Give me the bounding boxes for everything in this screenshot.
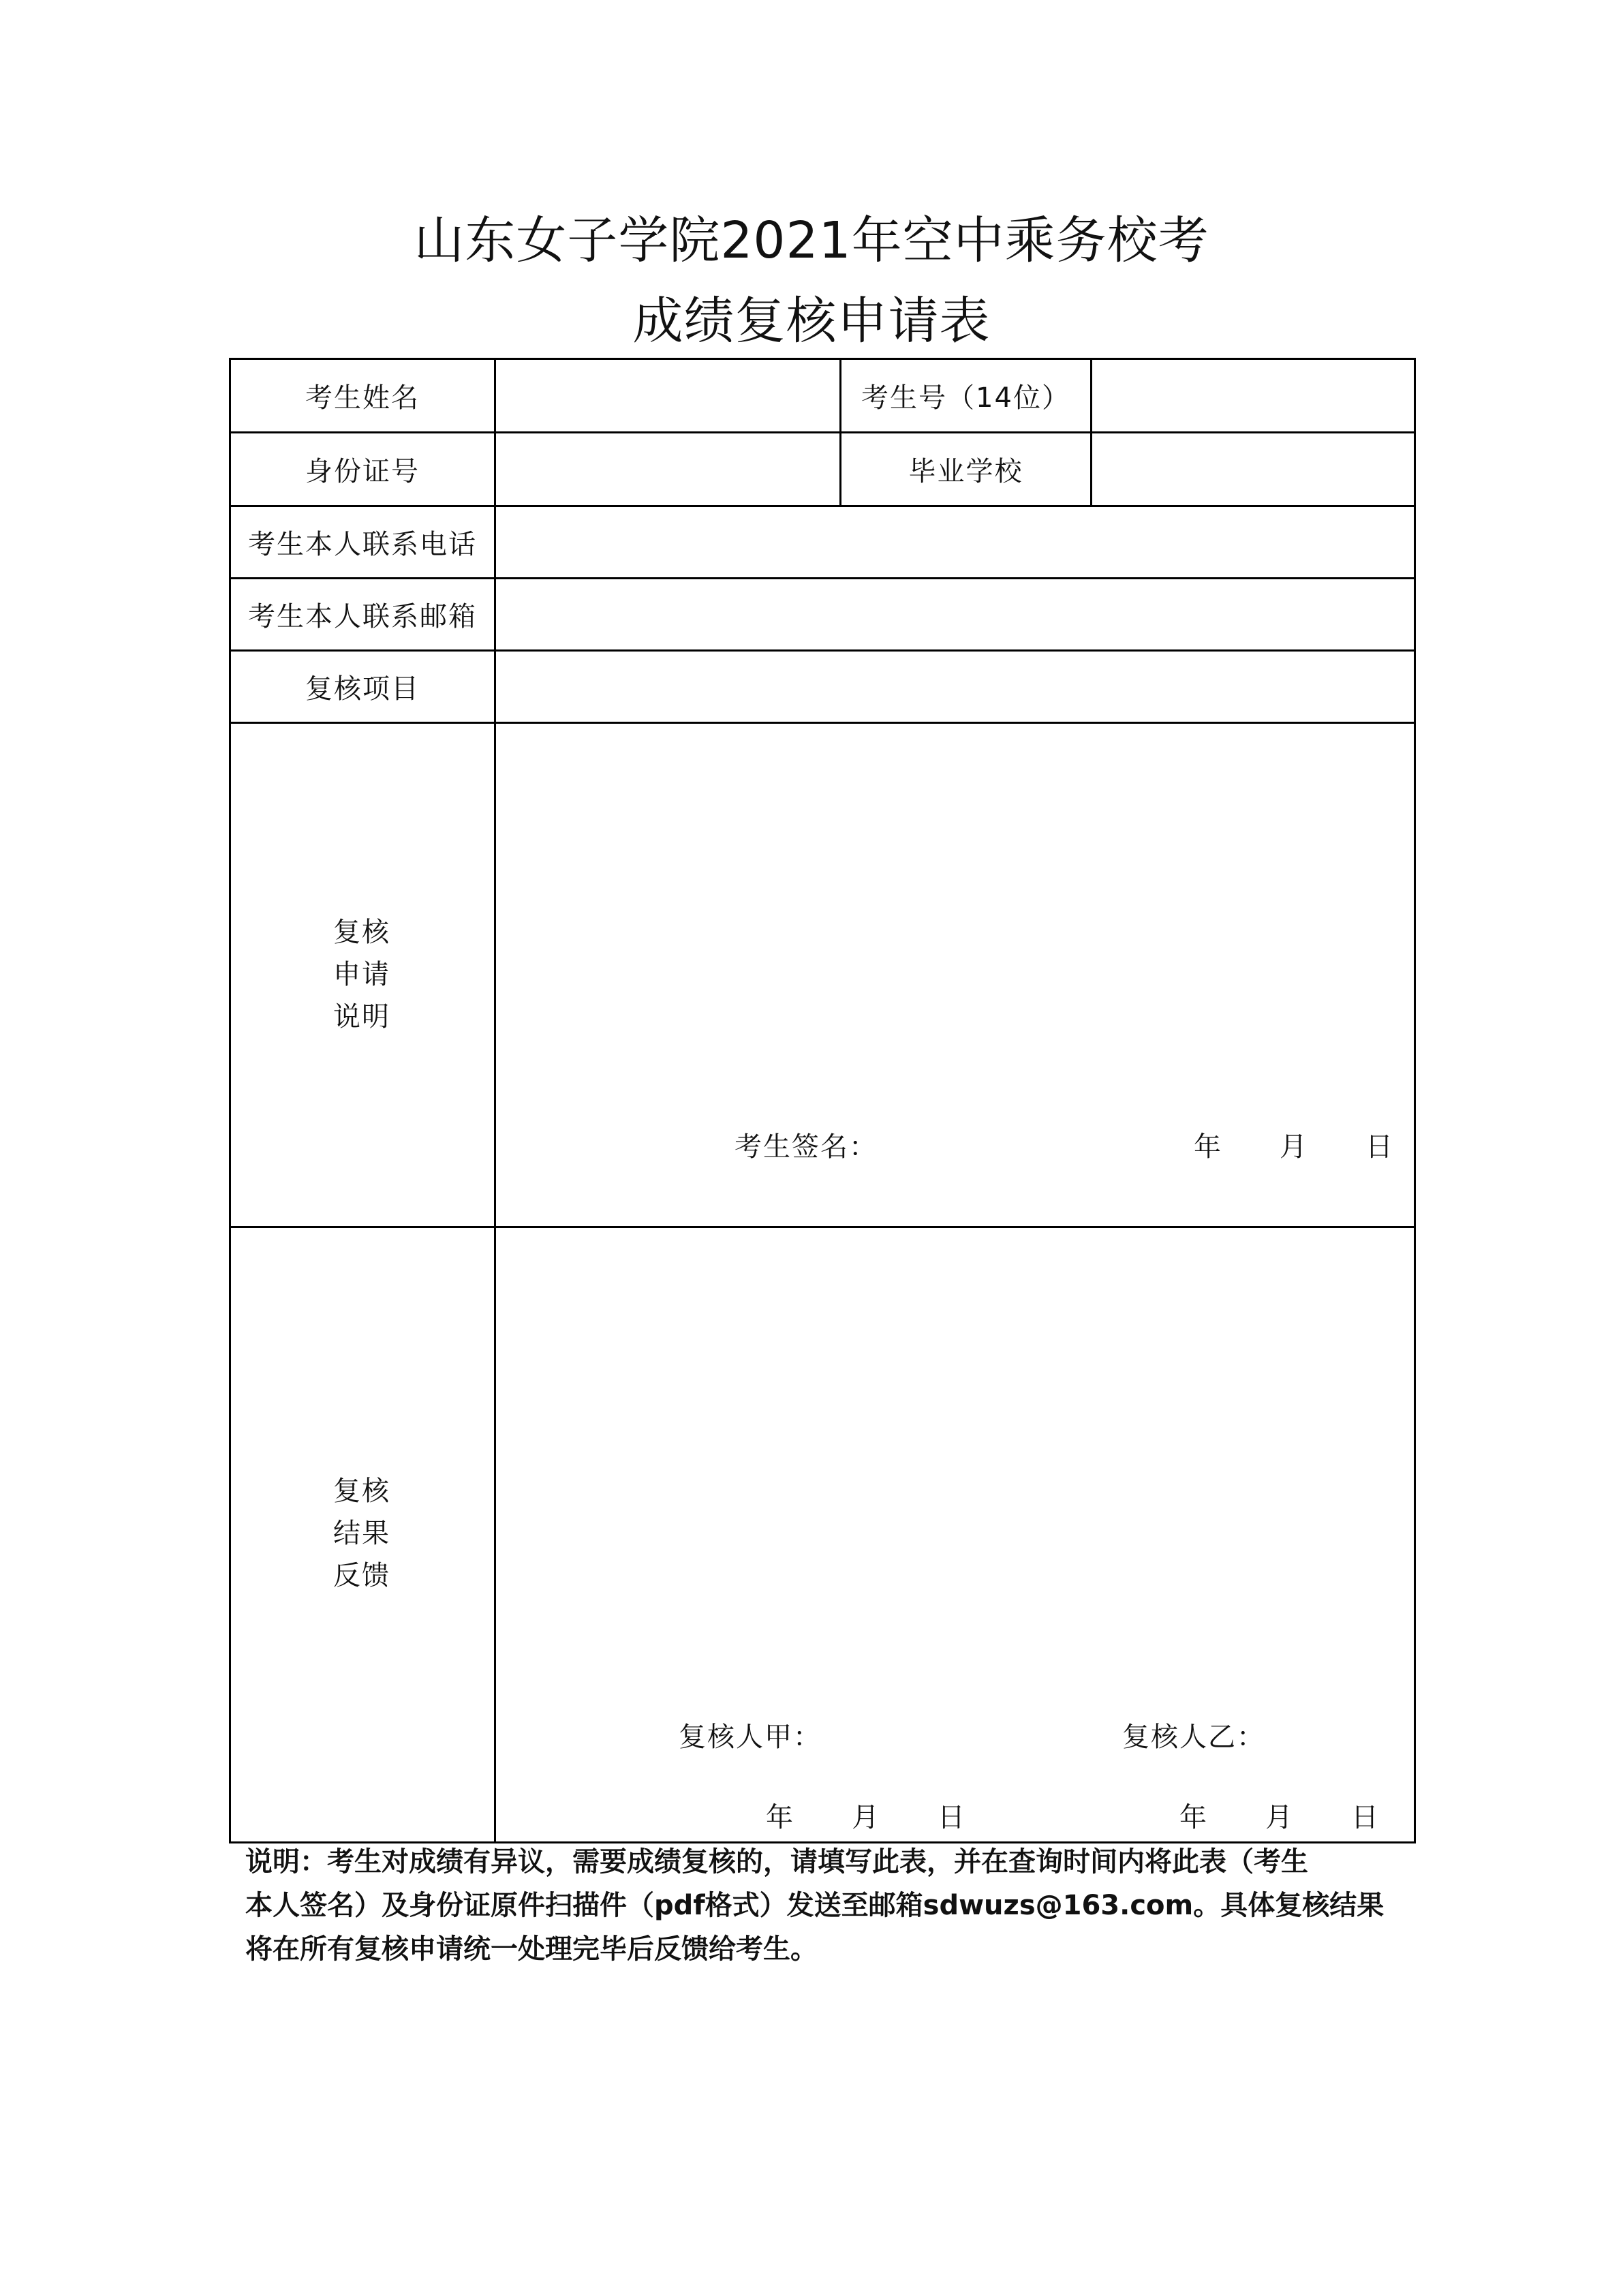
name-label: 考生姓名 xyxy=(305,382,420,414)
review-result-label xyxy=(229,1470,495,1597)
review-result-field[interactable] xyxy=(496,1228,1414,1841)
title-line-2: 成绩复核申请表 xyxy=(632,292,991,350)
school-field[interactable] xyxy=(1092,433,1414,505)
instructions-note xyxy=(245,1840,1390,1971)
reviewer-b-label: 复核人乙： xyxy=(1122,1721,1265,1753)
label-line: 反馈 xyxy=(333,1560,390,1591)
label-line: 复核 xyxy=(333,917,390,948)
review-item-field[interactable] xyxy=(496,652,1414,722)
note-line: 本人签名）及身份证原件扫描件（pdf格式）发送至邮箱sdwuzs@163.com。具体复核结果 xyxy=(245,1890,1385,1921)
phone-field[interactable] xyxy=(496,507,1414,577)
reviewer-a-label: 复核人甲： xyxy=(679,1721,822,1753)
note-line: 将在所有复核申请统一处理完毕后反馈给考生。 xyxy=(245,1933,818,1965)
label-line: 申请 xyxy=(333,959,390,990)
border-right xyxy=(1414,358,1416,1843)
id-number-field[interactable] xyxy=(496,433,839,505)
email-field[interactable] xyxy=(496,579,1414,649)
reviewer-a-date: 年 月 日 xyxy=(766,1802,966,1833)
application-date: 年 月 日 xyxy=(1194,1131,1394,1163)
review-item-label: 复核项目 xyxy=(305,673,420,705)
id-number-label: 身份证号 xyxy=(305,456,420,487)
email-label: 考生本人联系邮箱 xyxy=(248,601,477,632)
label-line: 说明 xyxy=(333,1001,390,1032)
label-line: 复核 xyxy=(333,1475,390,1507)
school-label: 毕业学校 xyxy=(908,456,1023,487)
reviewer-b-date: 年 月 日 xyxy=(1179,1802,1380,1833)
exam-number-label: 考生号（14位） xyxy=(861,382,1070,414)
note-line: 说明：考生对成绩有异议，需要成绩复核的，请填写此表，并在查询时间内将此表（考生 xyxy=(245,1846,1308,1878)
title-line-1: 山东女子学院2021年空中乘务校考 xyxy=(414,211,1209,270)
name-field[interactable] xyxy=(496,360,839,431)
candidate-signature-label: 考生签名： xyxy=(735,1131,878,1163)
label-line: 结果 xyxy=(333,1518,390,1549)
exam-number-field[interactable] xyxy=(1092,360,1414,431)
phone-label: 考生本人联系电话 xyxy=(248,529,477,560)
application-explanation-label xyxy=(229,911,495,1038)
